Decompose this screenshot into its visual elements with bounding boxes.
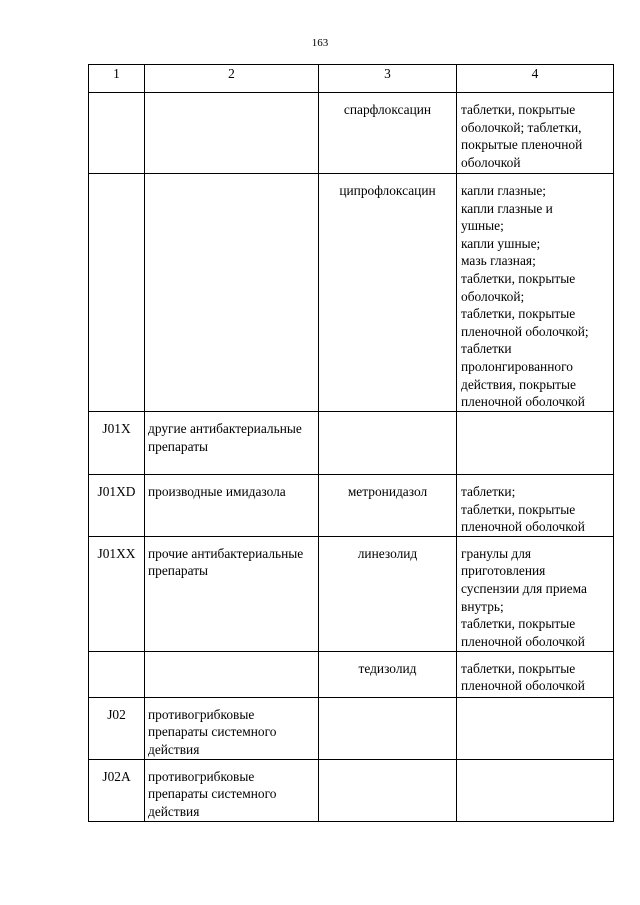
table-row xyxy=(89,93,614,174)
dosage-forms-cell: капли глазные; капли глазные и ушные; капли ушные; мазь глазная; таблетки, покрытые оболочкой; таблетки, покрытые пленочной оболочкой; таблетки пролонгированного действия, покрытые пленочной оболочкой xyxy=(457,174,614,412)
group-cell: противогрибковые препараты системного действия xyxy=(145,697,319,759)
group-cell: противогрибковые препараты системного действия xyxy=(145,759,319,821)
atc-code-cell: J01XX xyxy=(89,536,145,651)
table-row xyxy=(89,651,614,697)
dosage-forms-cell: таблетки; таблетки, покрытые пленочной оболочкой xyxy=(457,475,614,537)
substance-cell: ципрофлоксацин xyxy=(319,174,457,412)
dosage-forms-cell: таблетки, покрытые пленочной оболочкой xyxy=(457,651,614,697)
table-header-row xyxy=(89,65,614,93)
column-header: 1 xyxy=(89,65,145,93)
column-header: 4 xyxy=(457,65,614,93)
group-cell: другие антибактериальные препараты xyxy=(145,412,319,475)
substance-cell xyxy=(319,759,457,821)
atc-code-cell: J02A xyxy=(89,759,145,821)
substance-cell xyxy=(319,697,457,759)
atc-code-cell xyxy=(89,93,145,174)
dosage-forms-cell: гранулы для приготовления суспензии для приема внутрь; таблетки, покрытые пленочной оболочкой xyxy=(457,536,614,651)
substance-cell: метронидазол xyxy=(319,475,457,537)
table-row xyxy=(89,536,614,651)
atc-code-cell xyxy=(89,651,145,697)
dosage-forms-cell: таблетки, покрытые оболочкой; таблетки, покрытые пленочной оболочкой xyxy=(457,93,614,174)
page-number: 163 xyxy=(311,37,329,49)
group-cell xyxy=(145,93,319,174)
group-cell xyxy=(145,174,319,412)
dosage-forms-cell xyxy=(457,412,614,475)
table-row xyxy=(89,475,614,537)
dosage-forms-cell xyxy=(457,697,614,759)
substance-cell xyxy=(319,412,457,475)
table-row xyxy=(89,759,614,821)
dosage-forms-cell xyxy=(457,759,614,821)
group-cell: прочие антибактериальные препараты xyxy=(145,536,319,651)
drug-table xyxy=(88,64,614,822)
table-row xyxy=(89,174,614,412)
group-cell: производные имидазола xyxy=(145,475,319,537)
column-header: 3 xyxy=(319,65,457,93)
group-cell xyxy=(145,651,319,697)
substance-cell: тедизолид xyxy=(319,651,457,697)
atc-code-cell: J02 xyxy=(89,697,145,759)
column-header: 2 xyxy=(145,65,319,93)
atc-code-cell: J01X xyxy=(89,412,145,475)
substance-cell: линезолид xyxy=(319,536,457,651)
atc-code-cell: J01XD xyxy=(89,475,145,537)
atc-code-cell xyxy=(89,174,145,412)
table-row xyxy=(89,697,614,759)
table-row xyxy=(89,412,614,475)
substance-cell: спарфлоксацин xyxy=(319,93,457,174)
